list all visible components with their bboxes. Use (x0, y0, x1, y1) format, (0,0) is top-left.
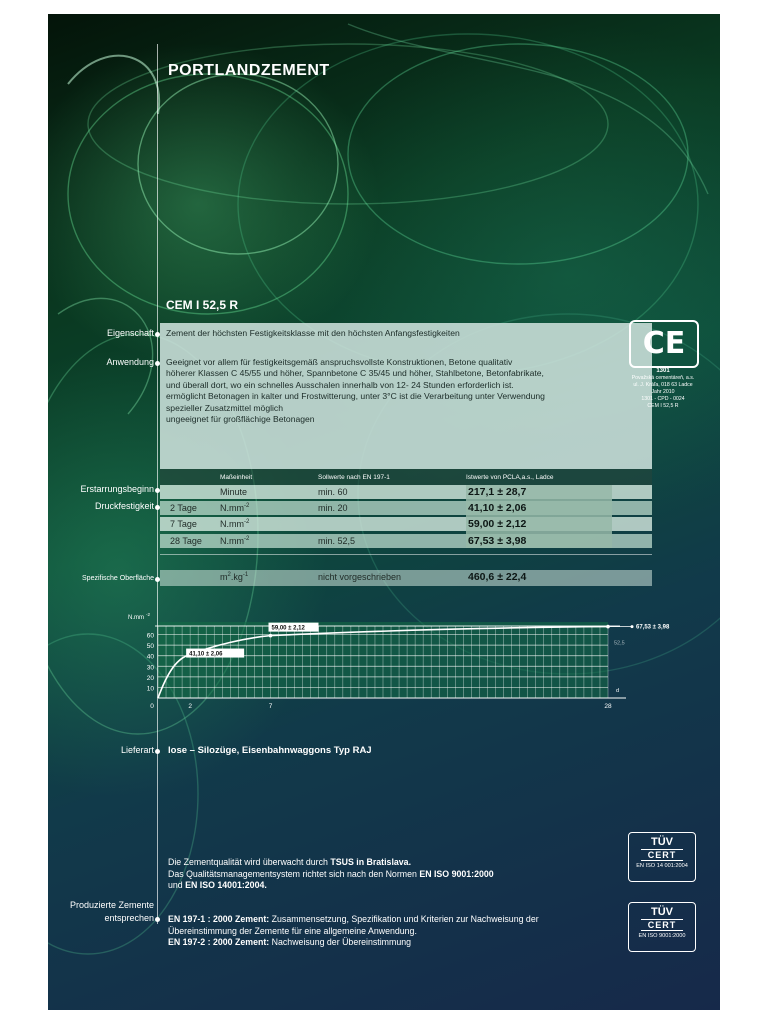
y-tick-label: 40 (146, 653, 154, 661)
ce-line: 1301 - CPD - 0024 (641, 396, 685, 402)
norm-title: EN 197-2 : 2000 Zement: (168, 937, 270, 948)
quality-bold: TSUS in Bratislava. (330, 857, 412, 867)
x-tick-label: 2 (188, 703, 192, 710)
tuv-cert: CERT (641, 919, 683, 931)
x-tick-label: 28 (604, 703, 612, 710)
table-separator (160, 554, 652, 555)
norms-paragraph (168, 914, 648, 949)
tuv-cert-14001-logo (628, 832, 696, 882)
page-title: PORTLANDZEMENT (168, 62, 330, 79)
cell-ist: 460,6 ± 22,4 (468, 571, 527, 583)
label-lieferart: Lieferart (120, 745, 154, 755)
label-druckfestigkeit: Druckfestigkeit (94, 501, 154, 511)
label-entsprechen: entsprechen (104, 913, 154, 923)
ce-mark-icon: CE (629, 320, 699, 368)
tuv-cert-9001-logo (628, 902, 696, 952)
annotation-label: 67,53 ± 3,98 (636, 624, 670, 631)
norm-title: EN 197-1 : 2000 Zement: (168, 914, 270, 924)
unit-sup: 2 (227, 572, 231, 578)
y-axis-label: N.mm (128, 615, 144, 621)
anwendung-line: höherer Klassen C 45/55 und höher, Spannbetone C 35/45 und höher, Stahlbetone, Betonfabrikate, (166, 368, 544, 379)
label-dot (155, 749, 160, 754)
y-tick-label: 30 (146, 664, 154, 672)
label-eigenschaft: Eigenschaft (106, 328, 154, 338)
unit-text: N.mm (220, 536, 244, 546)
data-point (269, 634, 273, 638)
quality-text: Die Zementqualität wird überwacht durch (168, 857, 331, 867)
annotation-dot (631, 625, 634, 628)
norms-line (168, 914, 648, 926)
tuv-norm: EN ISO 14 001:2004 (636, 863, 688, 869)
cell-unit (220, 519, 249, 529)
cell-unit (220, 536, 249, 546)
label-produzierte-zemente: Produzierte Zemente (69, 900, 154, 910)
label-dot (155, 917, 160, 922)
y-tick-label: 20 (146, 674, 154, 682)
unit-text: m (220, 572, 228, 582)
ce-line: CEM I 52,5 R (647, 403, 679, 409)
cell-age: 7 Tage (170, 519, 197, 529)
cell-ist: 67,53 ± 3,98 (468, 535, 527, 547)
anwendung-line: ermöglicht Betonagen in kalter und Frostwitterung, unter 3°C ist die Verarbeitung unter Verwendung (166, 391, 545, 402)
cell-soll: min. 52,5 (318, 536, 356, 546)
tuv-norm: EN ISO 9001:2000 (638, 933, 686, 939)
ce-line: Považská cementáreň, a.s. (631, 375, 695, 381)
ce-line: ul. J. Kráľa, 018 63 Ladce (633, 382, 693, 388)
unit-sup: -1 (242, 572, 249, 578)
product-title: CEM I 52,5 R (166, 298, 239, 312)
unit-text: N.mm (220, 503, 244, 513)
cell-unit: Minute (220, 487, 248, 497)
quality-text: Das Qualitätsmanagementsystem richtet sich nach den Normen (168, 868, 420, 879)
anwendung-line: spezieller Zusatzmittel möglich (166, 402, 284, 413)
x-axis-label: d (616, 688, 620, 694)
cell-unit (220, 503, 249, 513)
annotation-label: 52,5 (614, 640, 625, 647)
header-masseinheit: Maßeinheit (220, 474, 253, 481)
quality-line (168, 869, 648, 881)
label-spezifische-oberflaeche: Spezifische Oberfläche (82, 575, 154, 582)
lieferart-text: lose – Silozüge, Eisenbahnwaggons Typ RAJ (168, 745, 372, 756)
unit-sup: -2 (244, 503, 250, 509)
tuv-cert: CERT (641, 849, 683, 861)
norms-line: Übereinstimmung der Zemente für eine allgemeine Anwendung. (168, 925, 417, 936)
y-tick-label: 10 (146, 685, 154, 693)
y-tick-label: 50 (146, 643, 154, 651)
cell-age: 28 Tage (170, 536, 202, 546)
cell-soll: min. 60 (318, 487, 348, 497)
brochure-page (48, 14, 720, 1010)
ce-mark-info (608, 368, 718, 410)
header-istwerte: Istwerte von PCLA,a.s., Ladce (466, 474, 554, 481)
timeline-vertical-line (157, 44, 158, 924)
unit-text: .kg (230, 572, 243, 582)
quality-line (168, 880, 648, 892)
tuv-name: TÜV (651, 836, 673, 848)
cell-age: 2 Tage (170, 503, 197, 513)
norm-text: Zusammensetzung, Spezifikation und Kriterien zur Nachweisung der (269, 914, 539, 924)
cell-ist: 59,00 ± 2,12 (468, 518, 527, 530)
quality-bold: EN ISO 14001:2004. (185, 880, 267, 891)
quality-bold: EN ISO 9001:2000 (419, 868, 494, 879)
x-tick-label: 7 (268, 703, 273, 710)
cell-ist: 217,1 ± 28,7 (468, 486, 527, 498)
annotation-label: 59,00 ± 2,12 (271, 625, 305, 632)
y-tick-label: 60 (146, 632, 154, 640)
cell-soll: nicht vorgeschrieben (318, 572, 402, 582)
norm-text: Nachweisung der Übereinstimmung (269, 937, 412, 948)
tuv-name: TÜV (651, 906, 673, 918)
annotation-label: 41,10 ± 2,06 (189, 651, 223, 658)
anwendung-line: und überall dort, wo ein schnelles Ausschalen innerhalb von 12- 24 Stunden erforderlich ist. (166, 379, 514, 390)
quality-paragraph (168, 857, 648, 892)
eigenschaft-text: Zement der höchsten Festigkeitsklasse mit den höchsten Anfangsfestigkeiten (166, 328, 460, 338)
strength-chart (48, 594, 720, 734)
y-axis-label-sup: -2 (146, 612, 151, 617)
anwendung-line: Geeignet vor allem für festigkeitsgemäß anspruchsvollste Konstruktionen, Betone qualitativ (166, 357, 513, 367)
ce-line: 1301 (656, 368, 670, 374)
cell-unit (220, 572, 248, 582)
anwendung-text (166, 357, 545, 425)
quality-line (168, 857, 648, 869)
label-erstarrungsbeginn: Erstarrungsbeginn (80, 484, 154, 494)
quality-text: und (168, 880, 186, 891)
unit-text: N.mm (220, 519, 244, 529)
header-sollwerte: Sollwerte nach EN 197-1 (318, 474, 390, 481)
ce-line: Jahr 2010 (651, 389, 675, 395)
cell-ist: 41,10 ± 2,06 (468, 502, 527, 514)
anwendung-line: ungeeignet für großflächige Betonagen (166, 414, 315, 425)
norms-line (168, 937, 648, 949)
unit-sup: -2 (244, 536, 250, 542)
unit-sup: -2 (244, 519, 250, 525)
x-tick-label: 0 (150, 703, 154, 710)
cell-soll: min. 20 (318, 503, 348, 513)
label-anwendung: Anwendung (106, 357, 154, 367)
